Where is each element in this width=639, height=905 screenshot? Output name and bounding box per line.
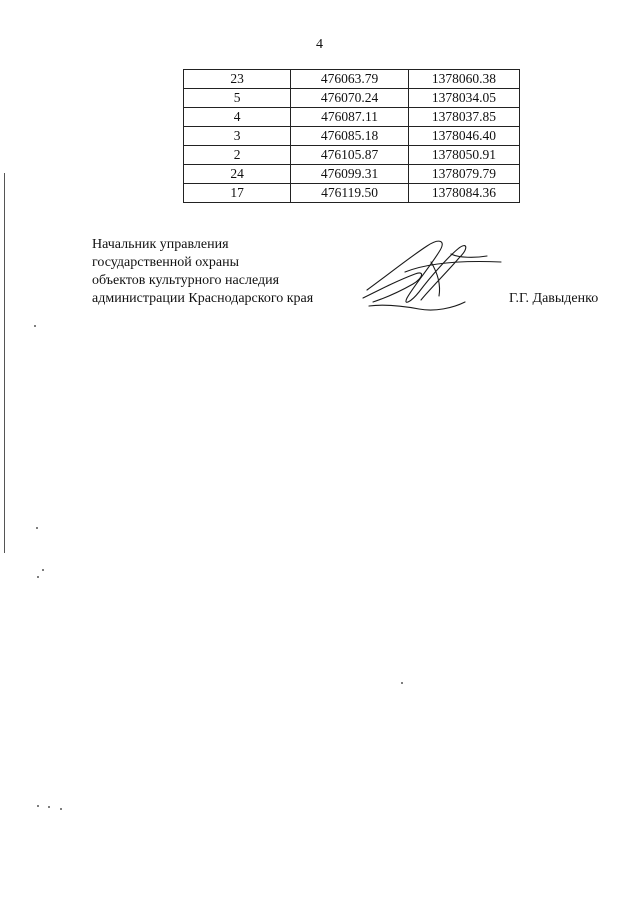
x-coordinate-cell: 476070.24 xyxy=(291,89,409,108)
x-coordinate-cell: 476105.87 xyxy=(291,146,409,165)
scan-speck xyxy=(401,682,403,684)
coordinates-table xyxy=(183,69,520,203)
table-row xyxy=(184,108,520,127)
x-coordinate-cell: 476119.50 xyxy=(291,184,409,203)
y-coordinate-cell: 1378060.38 xyxy=(408,70,519,89)
signatory-title-line: администрации Краснодарского края xyxy=(92,291,314,306)
scan-speck xyxy=(34,325,36,327)
scan-speck xyxy=(48,806,50,808)
y-coordinate-cell: 1378050.91 xyxy=(408,146,519,165)
table-row xyxy=(184,70,520,89)
point-number-cell: 24 xyxy=(184,165,291,184)
signatory-title-line: Начальник управления xyxy=(92,237,229,252)
scan-edge-line xyxy=(4,173,5,553)
y-coordinate-cell: 1378084.36 xyxy=(408,184,519,203)
x-coordinate-cell: 476087.11 xyxy=(291,108,409,127)
point-number-cell: 4 xyxy=(184,108,291,127)
table-row xyxy=(184,89,520,108)
point-number-cell: 23 xyxy=(184,70,291,89)
table-row xyxy=(184,127,520,146)
y-coordinate-cell: 1378079.79 xyxy=(408,165,519,184)
signer-name: Г.Г. Давыденко xyxy=(509,291,599,306)
y-coordinate-cell: 1378037.85 xyxy=(408,108,519,127)
signatory-title-line: объектов культурного наследия xyxy=(92,273,280,288)
point-number-cell: 2 xyxy=(184,146,291,165)
y-coordinate-cell: 1378046.40 xyxy=(408,127,519,146)
scan-speck xyxy=(37,805,39,807)
table-row xyxy=(184,165,520,184)
x-coordinate-cell: 476063.79 xyxy=(291,70,409,89)
point-number-cell: 3 xyxy=(184,127,291,146)
scan-speck xyxy=(37,576,39,578)
signatory-title xyxy=(92,236,313,308)
point-number-cell: 17 xyxy=(184,184,291,203)
x-coordinate-cell: 476085.18 xyxy=(291,127,409,146)
scan-speck xyxy=(36,527,38,529)
page-number: 4 xyxy=(316,37,323,52)
handwritten-signature xyxy=(355,232,505,317)
scan-speck xyxy=(42,569,44,571)
y-coordinate-cell: 1378034.05 xyxy=(408,89,519,108)
table-row xyxy=(184,184,520,203)
x-coordinate-cell: 476099.31 xyxy=(291,165,409,184)
signatory-title-line: государственной охраны xyxy=(92,255,240,270)
point-number-cell: 5 xyxy=(184,89,291,108)
table-row xyxy=(184,146,520,165)
scan-speck xyxy=(60,808,62,810)
